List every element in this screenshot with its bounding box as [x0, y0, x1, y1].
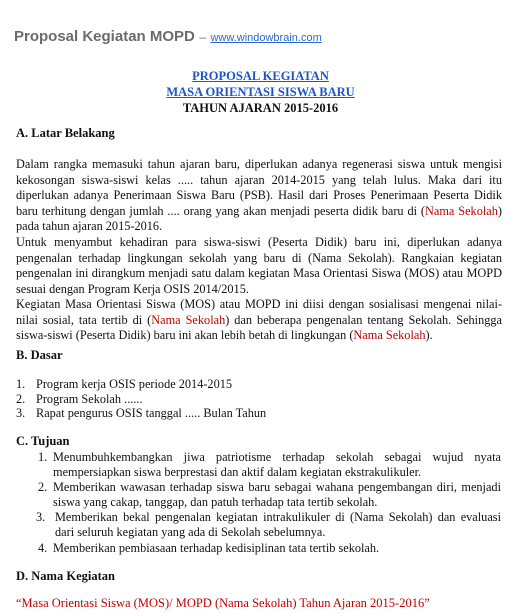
- list-item-number: 2.: [16, 391, 26, 406]
- section-heading-tujuan: C. Tujuan: [16, 434, 70, 448]
- latar-p3-text-a: Kegiatan Masa Orientasi Siswa (MOS) atau MOPD ini diisi dengan sosialisasi mengenai nilai-nilai sosial, tata tertib di (: [16, 297, 502, 327]
- header-site-link[interactable]: www.windowbrain.com: [210, 32, 322, 44]
- list-item-text: Menumbuhkembangkan jiwa patriotisme terhadap sekolah sebagai wujud nyata mempersiapkan siswa berprestasi dan aktif dalam kegiatan ekstrakulikuler.: [53, 450, 501, 479]
- latar-paragraph-2: Untuk menyambut kehadiran para siswa-siswi (Peserta Didik) baru ini, diperlukan adanya pengenalan terhadap lingkungan sekolah yang baru di (Nama Sekolah). Rangkaian kegiatan pengenalan ini dirangkum menjadi satu dalam kegiatan Masa Orientasi Siswa (MOS) atau MOPD sesuai dengan Program Kerja OSIS 2014/2015.: [16, 235, 502, 296]
- dasar-list: [16, 377, 266, 421]
- list-item: [16, 392, 266, 407]
- list-item-text: Rapat pengurus OSIS tanggal ..... Bulan Tahun: [36, 406, 267, 420]
- latar-p3-text-c: ).: [425, 328, 433, 343]
- latar-paragraph-3: [16, 297, 502, 344]
- page-header: [14, 28, 322, 46]
- tujuan-item-4: [38, 541, 501, 556]
- list-item-number: 3.: [16, 406, 26, 420]
- header-separator: –: [199, 30, 207, 44]
- tujuan-item-2: [38, 480, 501, 509]
- header-title: Proposal Kegiatan MOPD: [14, 28, 195, 45]
- latar-p1-school-name: Nama Sekolah: [425, 203, 498, 218]
- latar-p1-text-a: Dalam rangka memasuki tahun ajaran baru, diperlukan adanya regenerasi siswa untuk mengisi kekosongan siswa-siswi kelas ..... tahun ajaran 2014-2015 yang telah lulus. Maka dari itu diperlukan adanya Penerimaan Siswa Baru (PSB). Hasil dari Proses Penerimaan Peserta Didik baru terhitung dengan jumlah .... orang yang akan menjadi peserta didik baru di (: [16, 157, 502, 218]
- section-heading-nama-kegiatan: D. Nama Kegiatan: [16, 569, 115, 583]
- title-line-1[interactable]: PROPOSAL KEGIATAN: [192, 69, 329, 83]
- list-item-number: 3.: [36, 510, 46, 524]
- latar-p3-text-b: ) dan beberapa pengenalan tentang Sekolah. Sehingga siswa-siswi (Peserta Didik) baru ini akan lebih betah di lingkungan (: [16, 312, 503, 343]
- tujuan-item-1: [38, 450, 501, 479]
- section-heading-dasar: B. Dasar: [16, 348, 63, 362]
- list-item-number: 4.: [38, 541, 48, 555]
- list-item-number: 1.: [38, 450, 48, 464]
- list-item-number: 2.: [38, 480, 48, 494]
- latar-paragraph-1: [16, 157, 502, 235]
- list-item-number: 1.: [16, 377, 26, 391]
- list-item: [16, 406, 266, 421]
- list-item-text: Memberikan bekal pengenalan kegiatan intrakulikuler di (Nama Sekolah) dan evaluasi dari seluruh kegiatan yang ada di Sekolah sebelumnya.: [55, 510, 501, 539]
- document-title: [0, 68, 521, 116]
- title-line-3: TAHUN AJARAN 2015-2016: [182, 101, 339, 115]
- activity-name: “Masa Orientasi Siswa (MOS)/ MOPD (Nama Sekolah) Tahun Ajaran 2015-2016”: [16, 596, 430, 610]
- title-line-2[interactable]: MASA ORIENTASI SISWA BARU: [166, 85, 355, 99]
- section-heading-latar-belakang: A. Latar Belakang: [16, 126, 115, 140]
- list-item-text: Memberikan wawasan terhadap siswa baru sebagai wahana pengembangan diri, menjadi siswa yang cakap, tanggap, dan patuh terhadap tata tertib sekolah.: [53, 480, 501, 509]
- latar-p1-text-b: ) pada tahun ajaran 2015-2016.: [16, 203, 502, 234]
- tujuan-item-3: [36, 510, 501, 539]
- list-item-text: Program kerja OSIS periode 2014-2015: [36, 377, 233, 391]
- list-item: [16, 377, 266, 392]
- list-item-text: Program Sekolah ......: [36, 391, 143, 406]
- latar-p3-school-name-2: Nama Sekolah: [353, 328, 426, 343]
- latar-p3-school-name-1: Nama Sekolah: [151, 312, 226, 327]
- list-item-text: Memberikan pembiasaan terhadap kedisiplinan tata tertib sekolah.: [53, 541, 380, 555]
